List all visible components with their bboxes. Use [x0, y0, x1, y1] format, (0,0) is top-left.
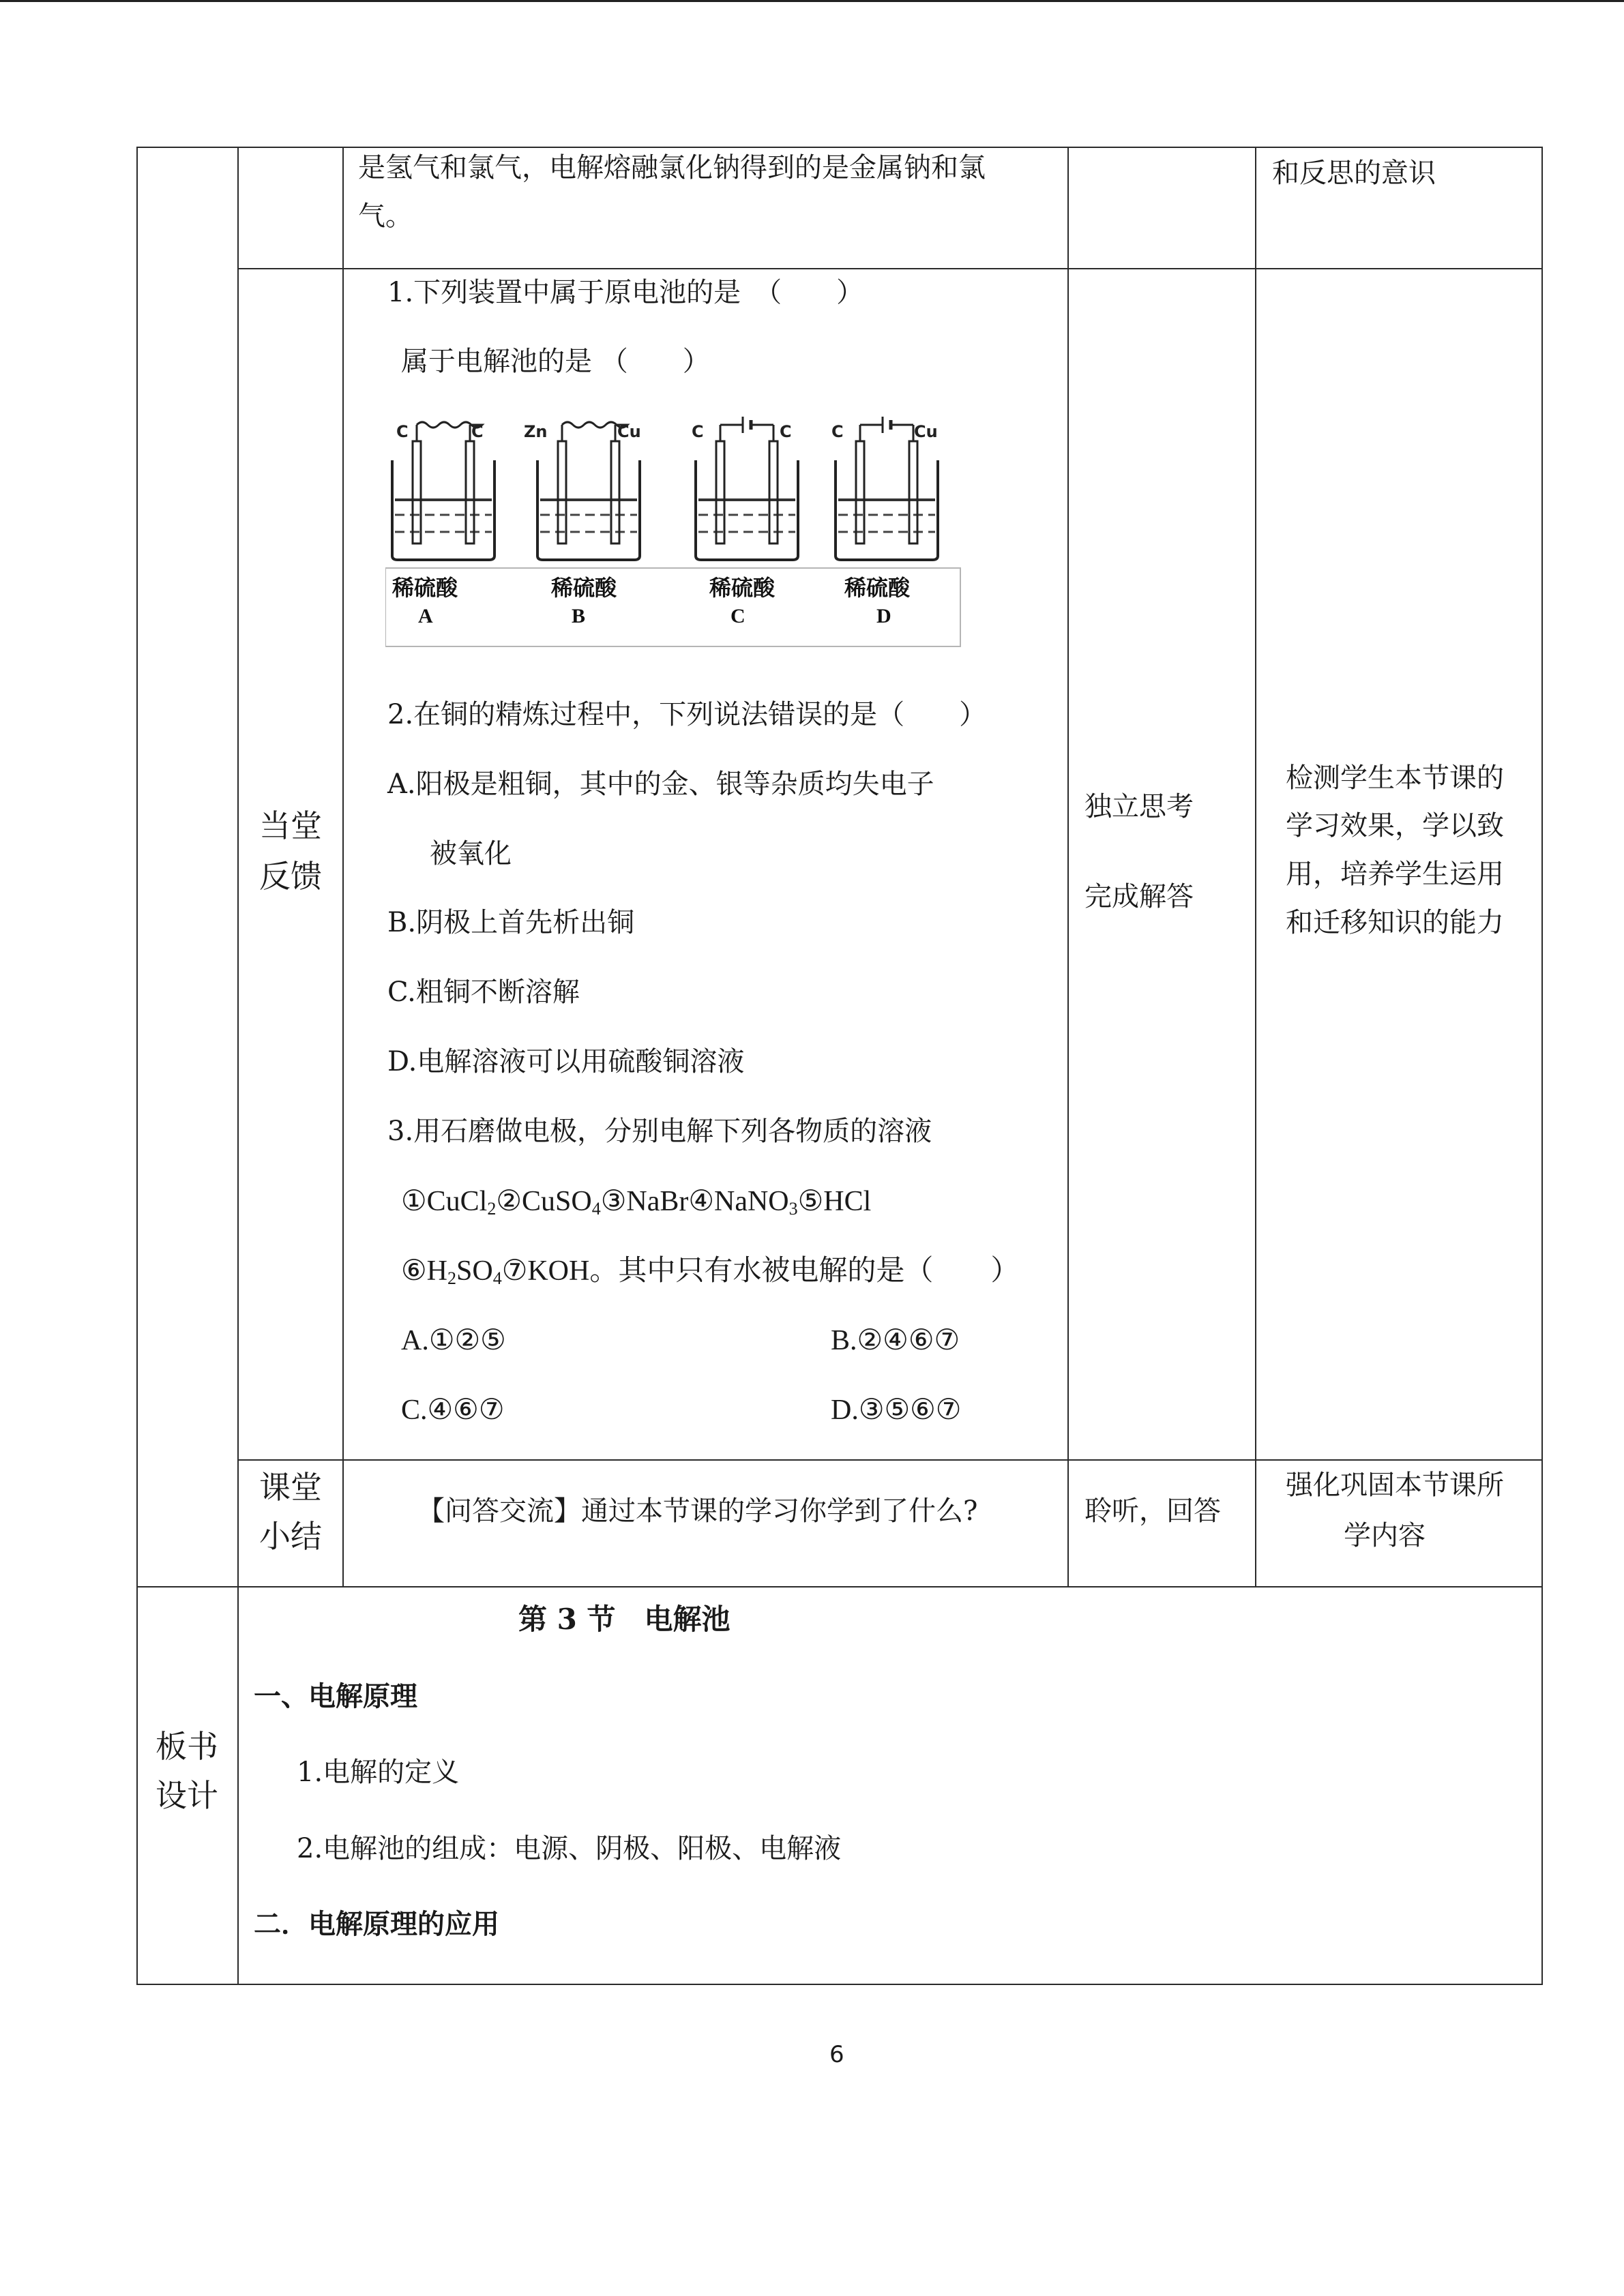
question-3: 3.用石磨做电极，分别电解下列各物质的溶液 — [387, 1116, 932, 1147]
beaker-diagram — [385, 413, 962, 648]
board-label: 设计 — [156, 1777, 218, 1814]
electrode-label-right: Cu — [617, 422, 641, 441]
beaker — [537, 422, 640, 560]
option-3c: C.④⑥⑦ — [401, 1395, 505, 1426]
table-border-right — [1541, 147, 1543, 1985]
feedback-label: 反馈 — [259, 858, 322, 895]
option-3d: D.③⑤⑥⑦ — [831, 1395, 962, 1426]
prev-content-line: 气。 — [358, 200, 413, 232]
table-row-divider — [237, 268, 1543, 269]
board-item: 1.电解的定义 — [297, 1757, 460, 1788]
electrode-label-right: C — [780, 422, 792, 441]
feedback-intent: 用，培养学生运用 — [1286, 859, 1504, 890]
beaker-caption: 稀硫酸 — [709, 575, 776, 601]
table-column-divider — [1067, 147, 1069, 1587]
summary-label: 课堂 — [259, 1469, 322, 1506]
option-2a: A.阳极是粗铜，其中的金、银等杂质均失电子 — [387, 769, 934, 800]
question-2: 2.在铜的精炼过程中，下列说法错误的是（ ） — [387, 699, 987, 730]
option-3b: B.②④⑥⑦ — [831, 1325, 960, 1356]
beaker-letter: B — [572, 605, 586, 627]
beaker-letter: D — [876, 605, 891, 627]
option-2b: B.阴极上首先析出铜 — [387, 907, 635, 938]
board-heading: 二．电解原理的应用 — [254, 1908, 499, 1940]
electrode-label-left: C — [831, 422, 844, 441]
beaker-caption: 稀硫酸 — [392, 575, 458, 601]
table-border-left — [136, 147, 138, 1985]
summary-activity: 聆听，回答 — [1084, 1495, 1221, 1527]
option-3a: A.①②⑤ — [401, 1325, 506, 1356]
summary-intent: 强化巩固本节课所 — [1286, 1470, 1504, 1501]
electrode-label-left: Zn — [524, 422, 548, 441]
feedback-activity: 完成解答 — [1084, 881, 1194, 912]
board-title: 第 3 节 电解池 — [518, 1602, 730, 1636]
table-column-divider — [237, 147, 239, 1985]
feedback-intent: 和迁移知识的能力 — [1286, 907, 1504, 938]
board-item: 2.电解池的组成：电源、阴极、阳极、电解液 — [297, 1833, 842, 1864]
board-heading: 一、电解原理 — [254, 1680, 417, 1712]
option-2c: C.粗铜不断溶解 — [387, 976, 580, 1008]
electrode-label-right: C — [471, 422, 484, 441]
table-column-divider — [1255, 147, 1256, 1587]
electrode-label-left: C — [396, 422, 409, 441]
prev-content-line: 是氢气和氯气，电解熔融氯化钠得到的是金属钠和氯 — [358, 152, 986, 183]
beaker-caption: 稀硫酸 — [844, 575, 911, 601]
prev-intent: 和反思的意识 — [1272, 158, 1436, 189]
question-3-substances: ①CuCl$_2$②CuSO$_4$③NaBr④NaNO$_3$⑤HCl — [401, 1186, 872, 1219]
question-1: 1.下列装置中属于原电池的是 （ ） — [387, 277, 864, 308]
question-3-substances-cont: $⑥H_2SO_4⑦KOH$。其中只有水被电解的是（ ） — [401, 1255, 1020, 1288]
page-top-edge — [0, 0, 1624, 2]
table-column-divider — [342, 147, 344, 1587]
beaker-caption: 稀硫酸 — [551, 575, 617, 601]
beaker-letter: C — [730, 605, 745, 627]
option-2d: D.电解溶液可以用硫酸铜溶液 — [387, 1046, 745, 1077]
feedback-activity: 独立思考 — [1084, 791, 1194, 822]
board-label: 板书 — [156, 1728, 218, 1765]
question-1-sub: 属于电解池的是 （ ） — [401, 346, 710, 377]
beaker-letter: A — [418, 605, 433, 627]
electrode-label-left: C — [692, 422, 704, 441]
beaker — [392, 422, 494, 560]
beaker-figure — [385, 413, 962, 648]
table-row-divider — [136, 1586, 1543, 1587]
summary-content: 【问答交流】通过本节课的学习你学到了什么? — [417, 1495, 978, 1527]
feedback-intent: 学习效果，学以致 — [1286, 810, 1504, 841]
page-number: 6 — [829, 2041, 844, 2068]
feedback-intent: 检测学生本节课的 — [1286, 762, 1504, 794]
electrode-label-right: Cu — [914, 422, 938, 441]
table-border-bottom — [136, 1984, 1543, 1985]
summary-label: 小结 — [259, 1518, 322, 1555]
table-border-top — [136, 147, 1543, 148]
feedback-label: 当堂 — [259, 807, 322, 844]
option-2a-cont: 被氧化 — [430, 838, 512, 869]
summary-intent: 学内容 — [1344, 1520, 1426, 1551]
table-row-divider — [237, 1459, 1543, 1461]
